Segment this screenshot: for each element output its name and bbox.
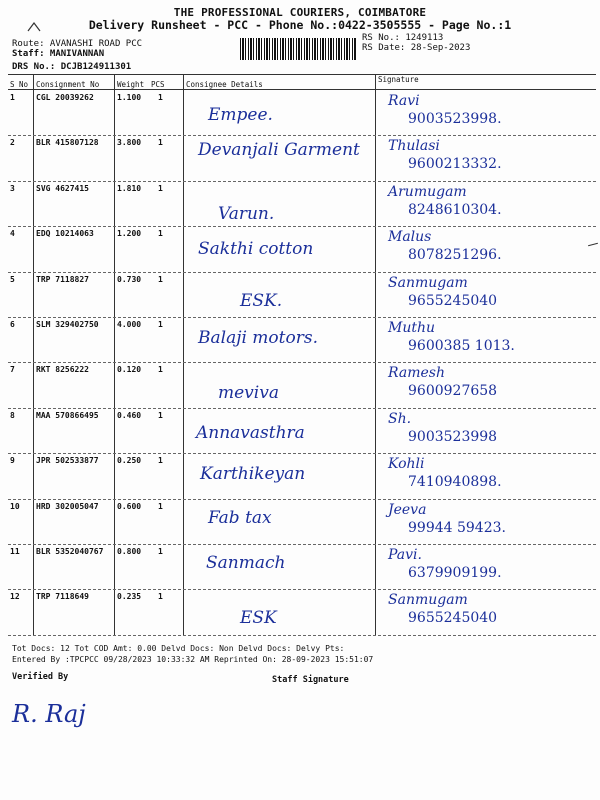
- row-weight: 1.100: [117, 93, 142, 102]
- consignee-name-handwritten: Balaji motors.: [198, 328, 318, 348]
- row-pcs: 1: [158, 274, 163, 284]
- receiver-signature: Muthu: [388, 320, 436, 336]
- row-weight: 0.120: [117, 365, 142, 375]
- receiver-phone-handwritten: 9600385 1013.: [408, 338, 515, 354]
- row-weight: 0.730: [117, 274, 142, 284]
- row-weight: 3.800: [117, 138, 142, 148]
- row-consignment-no: RKT 8256222: [36, 365, 89, 375]
- receiver-phone-handwritten: 7410940898.: [408, 474, 502, 491]
- drs-number: DRS No.: DCJB124911301: [12, 62, 132, 72]
- row-sno: 7: [10, 365, 15, 375]
- receiver-signature: Arumugam: [388, 183, 467, 200]
- col-header-consignment: Consignment No: [36, 80, 100, 89]
- col-header-weight: Weight: [117, 80, 145, 89]
- row-weight: 0.460: [117, 410, 142, 420]
- row-weight: 1.200: [117, 229, 142, 239]
- row-pcs: 1: [158, 229, 163, 239]
- row-consignment-no: TRP 7118649: [36, 592, 89, 602]
- runsheet-table: [8, 74, 596, 636]
- verifier-signature: R. Raj: [12, 700, 86, 728]
- row-pcs: 1: [158, 410, 163, 420]
- table-row: [8, 91, 596, 136]
- consignee-name-handwritten: meviva: [218, 383, 279, 404]
- barcode: [240, 38, 356, 60]
- consignee-name-handwritten: ESK.: [240, 290, 283, 311]
- receiver-phone-handwritten: 9600927658: [408, 383, 498, 400]
- receiver-phone-handwritten: 9600213332.: [408, 156, 502, 173]
- route-label: Route: AVANASHI ROAD PCC: [12, 39, 143, 49]
- receiver-signature: Kohli: [388, 456, 425, 473]
- row-weight: 4.000: [117, 320, 142, 329]
- row-pcs: 1: [158, 320, 163, 329]
- row-consignment-no: JPR 502533877: [36, 456, 99, 466]
- col-header-details: Consignee Details: [186, 80, 263, 89]
- receiver-signature: Sanmugam: [388, 592, 468, 609]
- row-consignment-no: TRP 7118827: [36, 274, 89, 284]
- consignee-name-handwritten: ESK: [240, 608, 277, 629]
- row-consignment-no: SLM 329402750: [36, 320, 99, 329]
- table-row: [8, 454, 596, 499]
- consignee-name-handwritten: Sakthi cotton: [198, 239, 314, 260]
- row-pcs: 1: [158, 138, 163, 148]
- receiver-signature: Thulasi: [388, 138, 440, 155]
- receiver-signature: Pavi.: [388, 547, 422, 563]
- table-row: [8, 409, 596, 454]
- row-consignment-no: CGL 20039262: [36, 93, 94, 102]
- row-pcs: 1: [158, 547, 163, 556]
- rs-date: RS Date: 28-Sep-2023: [362, 43, 471, 53]
- receiver-phone-handwritten: 6379909199.: [408, 565, 502, 581]
- consignee-name-handwritten: Annavasthra: [196, 422, 305, 443]
- col-header-signature: Signature: [378, 75, 419, 84]
- table-row: [8, 227, 596, 272]
- table-row: [8, 590, 596, 635]
- row-sno: 12: [10, 592, 20, 602]
- row-consignment-no: MAA 570866495: [36, 410, 99, 420]
- row-sno: 4: [10, 229, 15, 239]
- receiver-signature: Sanmugam: [388, 274, 468, 291]
- receiver-phone-handwritten: 9003523998: [408, 428, 498, 445]
- table-row: [8, 182, 596, 227]
- row-consignment-no: BLR 415807128: [36, 138, 99, 148]
- verified-by-label: Verified By: [12, 672, 69, 682]
- consignee-name-handwritten: Empee.: [208, 105, 273, 125]
- row-pcs: 1: [158, 456, 163, 466]
- row-pcs: 1: [158, 501, 163, 511]
- col-header-sno: S No: [10, 80, 29, 89]
- row-consignment-no: EDQ 10214063: [36, 229, 94, 239]
- row-pcs: 1: [158, 183, 163, 193]
- receiver-signature: Sh.: [388, 410, 412, 427]
- receiver-signature: Ramesh: [388, 365, 445, 382]
- entered-by-line: Entered By :TPCPCC 09/28/2023 10:33:32 AM Reprinted On: 28-09-2023 15:51:07: [12, 655, 374, 664]
- row-weight: 0.235: [117, 592, 142, 602]
- receiver-phone-handwritten: 8248610304.: [408, 201, 502, 218]
- row-consignment-no: SVG 4627415: [36, 183, 89, 193]
- row-sno: 5: [10, 274, 15, 284]
- receiver-phone-handwritten: 99944 59423.: [408, 519, 506, 536]
- totals-line: Tot Docs: 12 Tot COD Amt: 0.00 Delvd Docs: Non Delvd Docs: Delvy Pts:: [12, 644, 345, 653]
- receiver-signature: Ravi: [388, 93, 420, 109]
- row-consignment-no: HRD 302005047: [36, 501, 99, 511]
- table-row: [8, 363, 596, 408]
- table-row: [8, 500, 596, 545]
- col-header-pcs: PCS: [151, 80, 165, 89]
- runsheet-title: Delivery Runsheet - PCC - Phone No.:0422-3505555 - Page No.:1: [88, 18, 512, 32]
- row-weight: 0.800: [117, 547, 142, 556]
- staff-signature-label: Staff Signature: [272, 675, 349, 685]
- row-consignment-no: BLR 5352040767: [36, 547, 104, 556]
- receiver-phone-handwritten: 9655245040: [408, 292, 498, 309]
- row-weight: 1.810: [117, 183, 142, 193]
- company-title: THE PROFESSIONAL COURIERS, COIMBATORE: [173, 6, 427, 19]
- table-row: [8, 545, 596, 590]
- table-row: [8, 318, 596, 363]
- row-sno: 8: [10, 410, 15, 420]
- row-sno: 1: [10, 93, 15, 102]
- staff-label: Staff: MANIVANNAN: [12, 49, 105, 59]
- table-row: [8, 273, 596, 318]
- table-row: [8, 136, 596, 181]
- row-sno: 2: [10, 138, 15, 148]
- row-pcs: 1: [158, 93, 163, 102]
- consignee-name-handwritten: Fab tax: [208, 507, 272, 528]
- receiver-signature: Jeeva: [388, 501, 427, 518]
- consignee-name-handwritten: Karthikeyan: [200, 464, 306, 485]
- row-sno: 9: [10, 456, 15, 466]
- row-weight: 0.600: [117, 501, 142, 511]
- row-pcs: 1: [158, 592, 163, 602]
- consignee-name-handwritten: Varun.: [218, 203, 275, 224]
- consignee-name-handwritten: Sanmach: [206, 553, 286, 573]
- row-weight: 0.250: [117, 456, 142, 466]
- row-pcs: 1: [158, 365, 163, 375]
- rs-number: RS No.: 1249113: [362, 33, 444, 43]
- row-sno: 11: [10, 547, 20, 556]
- courier-logo-icon: [27, 22, 41, 32]
- row-sno: 6: [10, 320, 15, 329]
- receiver-phone-handwritten: 9655245040: [408, 610, 498, 627]
- row-sno: 3: [10, 183, 15, 193]
- row-sno: 10: [10, 501, 20, 511]
- receiver-phone-handwritten: 8078251296.: [408, 247, 502, 264]
- receiver-phone-handwritten: 9003523998.: [408, 111, 502, 127]
- consignee-name-handwritten: Devanjali Garment: [198, 140, 360, 161]
- receiver-signature: Malus: [388, 229, 432, 246]
